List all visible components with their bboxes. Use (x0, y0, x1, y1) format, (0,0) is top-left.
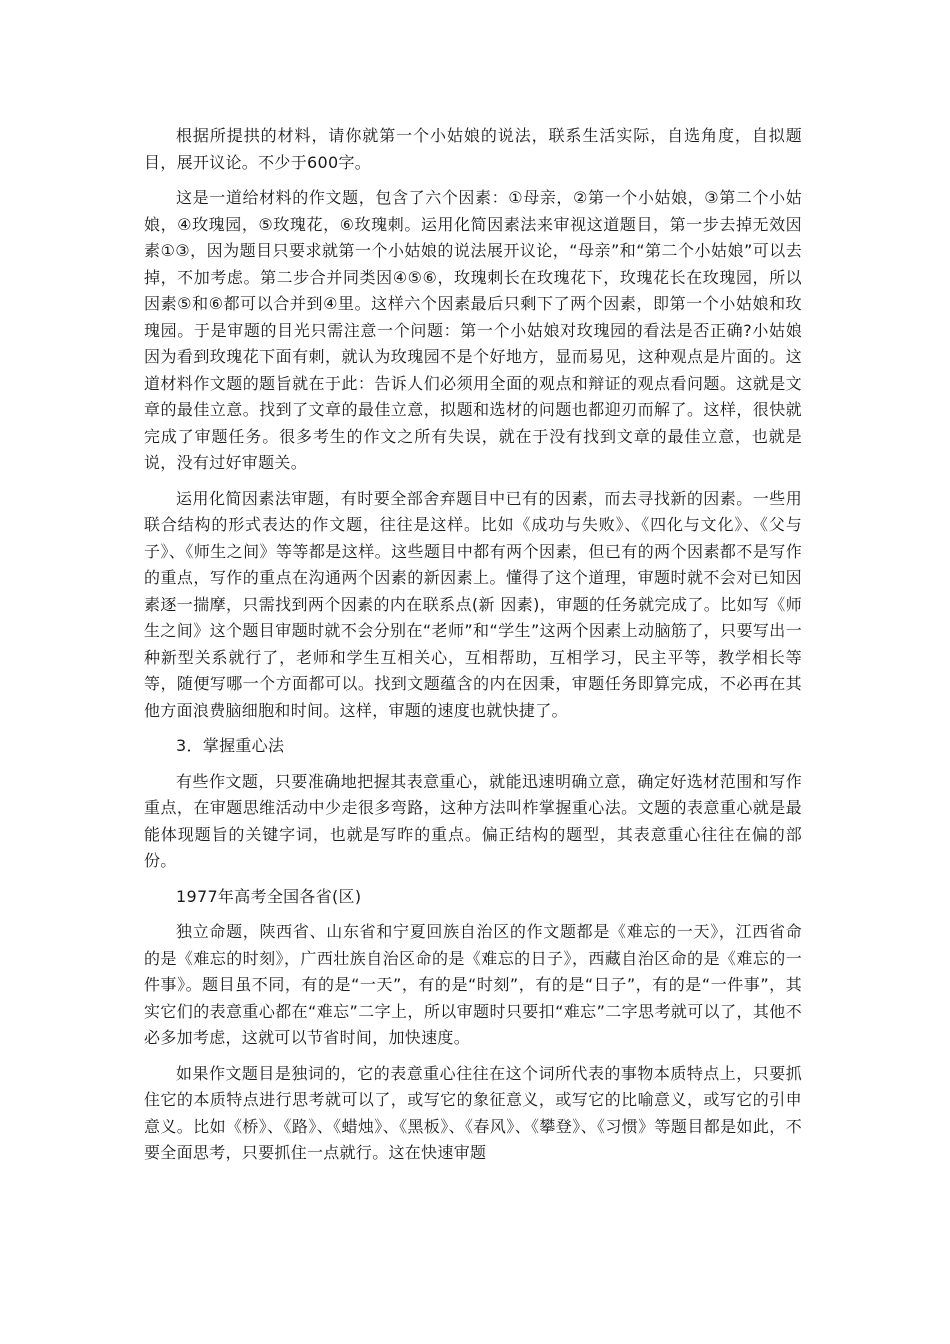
paragraph-essay-prompt: 根据所提拱的材料，请你就第一个小姑娘的说法，联系生活实际，自选角度，自拟题目，展开议论。不少于600字。 (144, 126, 802, 172)
paragraph-single-word-titles: 如果作文题目是独词的，它的表意重心往往在这个词所代表的事物本质特点上，只要抓住它的本质特点进行思考就可以了，或写它的象征意义，或写它的比喻意义，或写它的引申意义。比如《桥》、《路》、《蜡烛》、《黑板》、《春风》、《攀登》、《习惯》等题目都是如此，不要全面思考，只要抓住一点就行。这在快速审题 (144, 1063, 802, 1162)
paragraph-focus-method: 有些作文题，只要准确地把握其表意重心，就能迅速明确立意，确定好选材范围和写作重点，在审题思维活动中少走很多弯路，这种方法叫柞掌握重心法。文题的表意重心就是最能体现题旨的关键字词，也就是写昨的重点。偏正结构的题型，其表意重心往往在偏的部份。 (144, 771, 802, 870)
paragraph-unforgettable: 独立命题，陕西省、山东省和宁夏回族自治区的作文题都是《难忘的一天》，江西省命的是《难忘的时刻》，广西壮族自治区命的是《难忘的日子》，西藏自治区命的是《难忘的一件事》。题目虽不同，有的是“一天”，有的是“时刻”，有的是“日子”，有的是“一件事”，其实它们的表意重心都在“难忘”二字上，所以审题时只要扣“难忘”二字思考就可以了，其他不必多加考虑，这就可以节省时间，加快速度。 (144, 922, 802, 1047)
paragraph-new-factor: 运用化简因素法审题，有时要全部舍弃题目中已有的因素，而去寻找新的因素。一些用联合结构的形式表达的作文题，往往是这样。比如《成功与失败》、《四化与文化》、《父与子》、《师生之间》等等都是这样。这些题目中都有两个因素，但已有的两个因素都不是写作的重点，写作的重点在沟通两个因素的新因素上。懂得了这个道理，审题时就不会对已知因素逐一揣摩，只需找到两个因素的内在联系点(新 因素)，审题的任务就完成了。比如写《师生之间》这个题目审题时就不会分别在“老师”和“学生”这两个因素上动脑筋了，只要写出一种新型关系就行了，老师和学生互相关心，互相帮助，互相学习，民主平等，教学相长等等，随便写哪一个方面都可以。找到文题蕴含的内在因秉，审题任务即算完成，不必再在其他方面浪费脑细胞和时间。这样，审题的速度也就快捷了。 (144, 488, 802, 720)
section-heading-focus-method: 3．掌握重心法 (176, 736, 285, 755)
document-body (144, 123, 802, 1176)
paragraph-1977-exam: 1977年高考全国各省(区) (176, 886, 362, 906)
paragraph-six-factors: 这是一道给材料的作文题，包含了六个因素：①母亲，②第一个小姑娘，③第二个小姑娘，④玫瑰园，⑤玫瑰花，⑥玫瑰刺。运用化简因素法来审视这道题目，第一步去掉无效因素①③，因为题目只要求就第一个小姑娘的说法展开议论，“母亲”和“第二个小姑娘”可以去掉，不加考虑。第二步合并同类因④⑤⑥，玫瑰刺长在玫瑰花下，玫瑰花长在玫瑰园，所以因素⑤和⑥都可以合并到④里。这样六个因素最后只剩下了两个因素，即第一个小姑娘和玫瑰园。于是审题的目光只需注意一个问题：第一个小姑娘对玫瑰园的看法是否正确?小姑娘因为看到玫瑰花下面有刺，就认为玫瑰园不是个好地方，显而易见，这种观点是片面的。这道材料作文题的题旨就在于此：告诉人们必须用全面的观点和辩证的观点看问题。这就是文章的最佳立意。找到了文章的最佳立意，拟题和选材的问题也都迎刃而解了。这样，很快就完成了审题任务。很多考生的作文之所有失误，就在于没有找到文章的最佳立意，也就是说，没有过好审题关。 (144, 188, 802, 472)
